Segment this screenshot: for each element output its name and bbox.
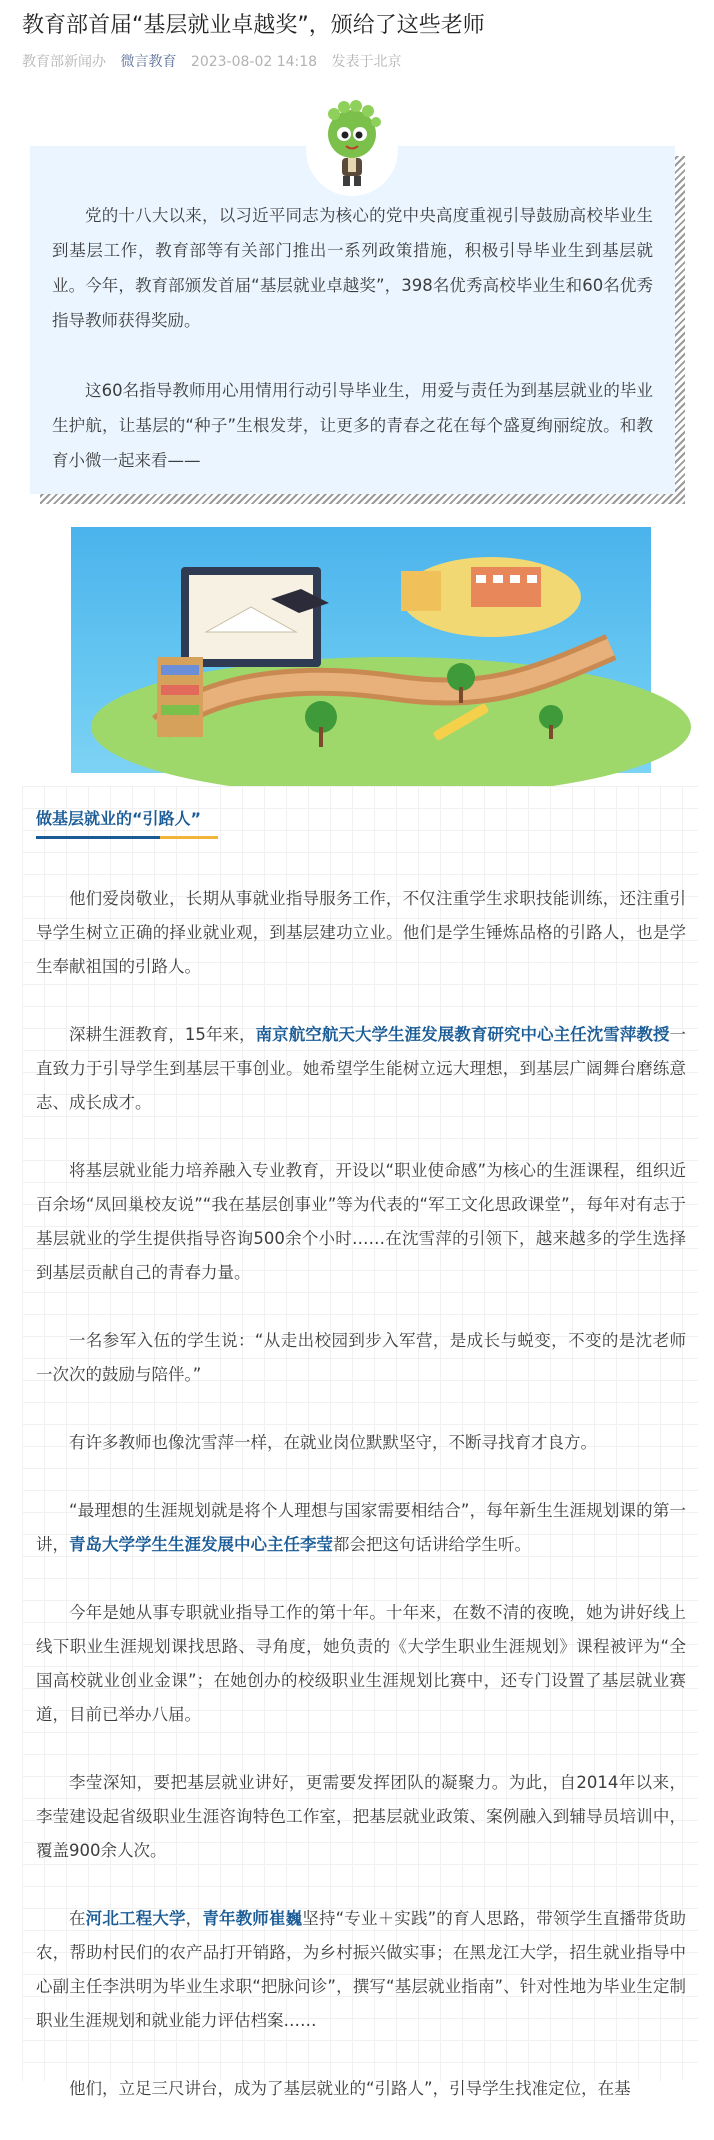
paragraph-text: 李莹深知，要把基层就业讲好，更需要发挥团队的凝聚力。为此，自2014年以来，李莹建设起省级职业生涯咨询特色工作室，把基层就业政策、案例融入到辅导员培训中，覆盖900余人次。 bbox=[36, 1773, 686, 1860]
paragraph-text: 今年是她从事专职就业指导工作的第十年。十年来，在数不清的夜晚，她为讲好线上线下职业生涯规划课找思路、寻角度，她负责的《大学生职业生涯规划》课程被评为“全国高校就业创业金课”；在她创办的校级职业生涯规划比赛中，还专门设置了基层就业赛道，目前已举办八届。 bbox=[36, 1603, 686, 1724]
paragraph-text: “最理想的生涯规划就是将个人理想与国家需要相结合”，每年新生生涯规划课的第一讲， bbox=[36, 1501, 686, 1554]
article-paragraph bbox=[36, 882, 686, 984]
paragraph-text: 他们爱岗敬业，长期从事就业指导服务工作，不仅注重学生求职技能训练，还注重引导学生树立正确的择业就业观，到基层建功立业。他们是学生锤炼品格的引路人，也是学生奉献祖国的引路人。 bbox=[36, 889, 686, 976]
article-paragraph bbox=[36, 1494, 686, 1562]
article-paragraph bbox=[36, 1596, 686, 1732]
intro-paragraph: 党的十八大以来，以习近平同志为核心的党中央高度重视引导鼓励高校毕业生到基层工作，教育部等有关部门推出一系列政策措施，积极引导毕业生到基层就业。今年，教育部颁发首届“基层就业卓越奖”，398名优秀高校毕业生和60名优秀指导教师获得奖励。 bbox=[52, 206, 653, 330]
account-name-link[interactable]: 微言教育 bbox=[120, 54, 177, 70]
paragraph-text: 在 bbox=[69, 1909, 86, 1928]
campus-illustration bbox=[71, 527, 651, 773]
mascot-icon bbox=[320, 100, 384, 190]
highlight-text: 青岛大学学生生涯发展中心主任李莹 bbox=[69, 1535, 333, 1554]
paragraph-text: 有许多教师也像沈雪萍一样，在就业岗位默默坚守，不断寻找育才良方。 bbox=[69, 1433, 597, 1452]
highlight-text: 青年教师崔巍 bbox=[202, 1909, 303, 1928]
article-paragraph bbox=[36, 1426, 686, 1460]
paragraph-text: ， bbox=[185, 1909, 203, 1928]
section-heading: 做基层就业的“引路人” bbox=[36, 809, 202, 828]
article-source: 教育部新闻办 bbox=[22, 54, 106, 70]
section-heading-underline bbox=[36, 836, 218, 839]
article-paragraph bbox=[36, 1154, 686, 1290]
article-paragraph bbox=[36, 1766, 686, 1868]
article-meta bbox=[22, 51, 412, 71]
article-body bbox=[22, 786, 698, 2098]
intro-paragraph: 这60名指导教师用心用情用行动引导毕业生，用爱与责任为到基层就业的毕业生护航，让基层的“种子”生根发芽，让更多的青春之花在每个盛夏绚丽绽放。和教育小微一起来看—— bbox=[52, 381, 653, 470]
paragraph-text: 一直致力于引导学生到基层干事创业。她希望学生能树立远大理想，到基层广阔舞台磨练意志、成长成才。 bbox=[36, 1025, 686, 1112]
intro-card bbox=[30, 146, 675, 494]
section-paragraphs bbox=[36, 882, 686, 2140]
paragraph-text: 他们，立足三尺讲台，成为了基层就业的“引路人”，引导学生找准定位，在基 bbox=[69, 2079, 631, 2098]
paragraph-text: 都会把这句话讲给学生听。 bbox=[333, 1535, 531, 1554]
publish-location: 发表于北京 bbox=[331, 54, 402, 70]
publish-time: 2023-08-02 14:18 bbox=[190, 54, 318, 70]
paragraph-text: 坚持“专业＋实践”的育人思路，带领学生直播带货助农，帮助村民们的农产品打开销路，为乡村振兴做实事；在黑龙江大学，招生就业指导中心副主任李洪明为毕业生求职“把脉问诊”，撰写“基层就业指南”、针对性地为毕业生定制职业生涯规划和就业能力评估档案…… bbox=[36, 1909, 687, 2030]
highlight-text: 河北工程大学 bbox=[85, 1909, 186, 1928]
article-paragraph bbox=[36, 1018, 686, 1120]
article-title: 教育部首届“基层就业卓越奖”，颁给了这些老师 bbox=[22, 13, 485, 38]
paragraph-text: 一名参军入伍的学生说：“从走出校园到步入军营，是成长与蜕变，不变的是沈老师一次次的鼓励与陪伴。” bbox=[36, 1331, 686, 1384]
article-paragraph bbox=[36, 2072, 686, 2106]
paragraph-text: 将基层就业能力培养融入专业教育，开设以“职业使命感”为核心的生涯课程，组织近百余场“凤回巢校友说”“我在基层创事业”等为代表的“军工文化思政课堂”，每年对有志于基层就业的学生提供指导咨询500余个小时……在沈雪萍的引领下，越来越多的学生选择到基层贡献自己的青春力量。 bbox=[36, 1161, 686, 1282]
paragraph-text: 深耕生涯教育，15年来， bbox=[69, 1025, 256, 1044]
illustration-art bbox=[71, 527, 651, 773]
article-paragraph bbox=[36, 1902, 686, 2038]
article-paragraph bbox=[36, 1324, 686, 1392]
highlight-text: 南京航空航天大学生涯发展教育研究中心主任沈雪萍教授 bbox=[255, 1025, 670, 1044]
